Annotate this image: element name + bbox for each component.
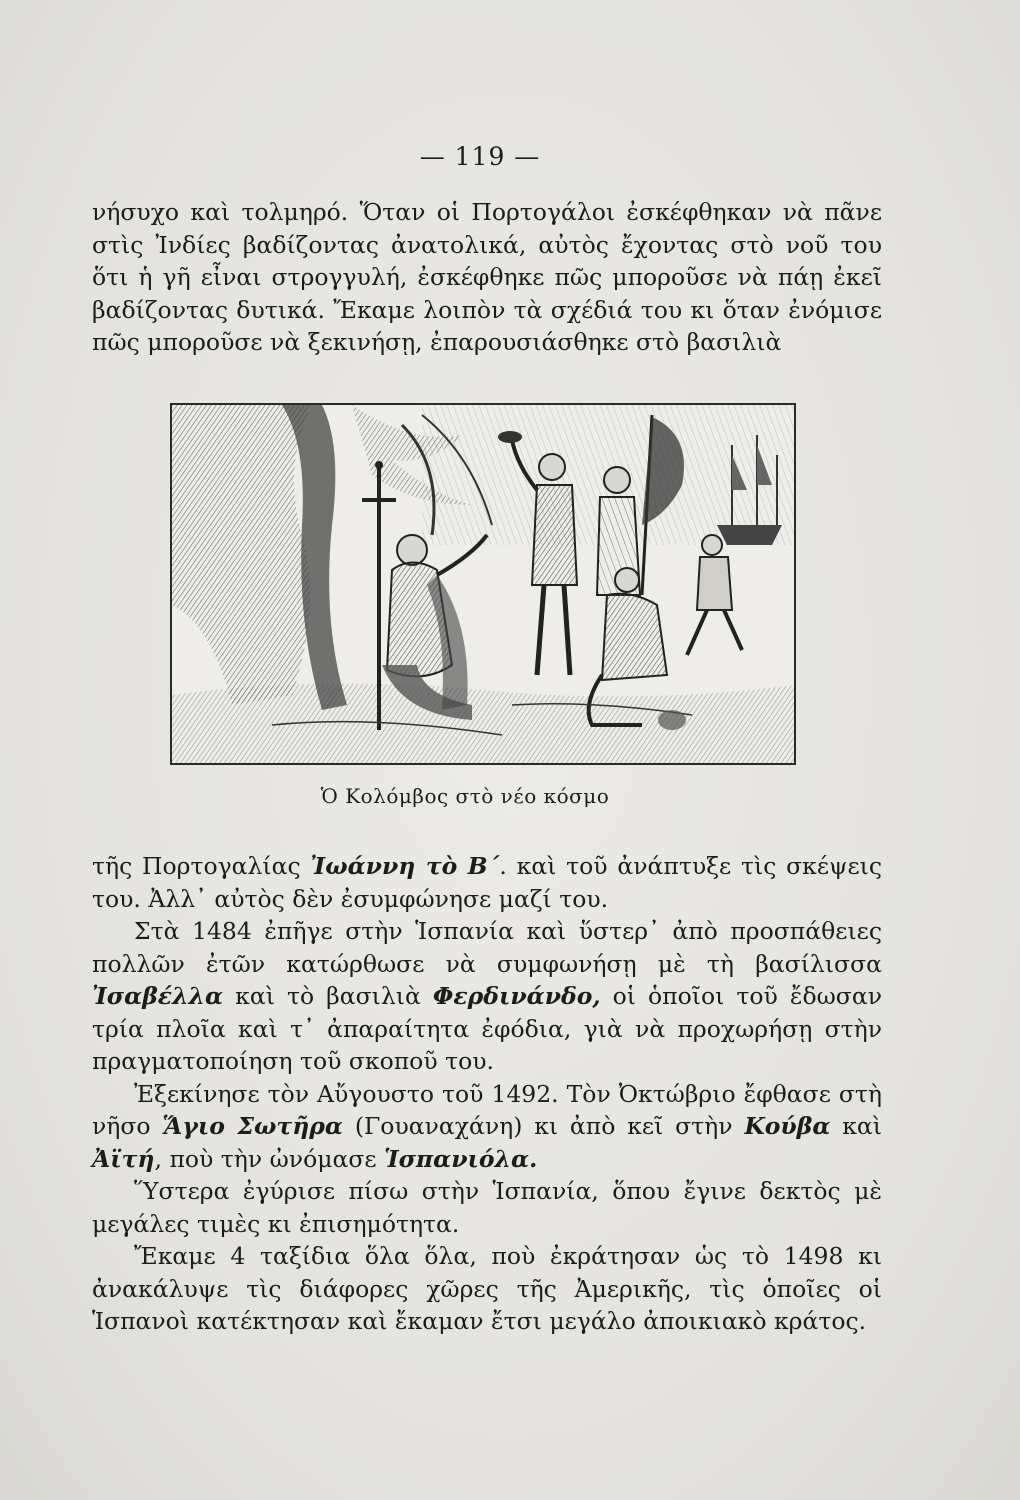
king-ferdinand-name: Φερδινάνδο, (432, 982, 601, 1010)
illustration-caption: Ὁ Κολόμβος στὸ νέο κόσμο (320, 784, 610, 808)
engraving-drawing (172, 405, 794, 763)
paragraph-3 (92, 915, 882, 1078)
text-block-top (92, 196, 882, 359)
paragraph-4-part-b: (Γουαναχάνη) κι ἀπὸ κεῖ στὴν (343, 1112, 745, 1140)
paragraph-3-part-a: Στὰ 1484 ἐπῆγε στὴν Ἱσπανία καὶ ὕστερ᾿ ἀπὸ προσπάθειες πολλῶν ἐτῶν κατώρθωσε νὰ συμφωνήσῃ μὲ τὴ βασίλισσα (92, 917, 882, 978)
page-number: — 119 — (419, 142, 541, 171)
paragraph-5: Ὕστερα ἐγύρισε πίσω στὴν Ἱσπανία, ὅπου ἔγινε δεκτὸς μὲ μεγάλες τιμὲς κι ἐπισημότητα. (92, 1177, 882, 1238)
san-salvador-name: Ἅγιο Σωτῆρα (162, 1112, 344, 1140)
paragraph-3-part-b: καὶ τὸ βασιλιὰ (223, 982, 433, 1010)
paragraph-4-part-c: καὶ (830, 1112, 883, 1140)
text-block-bottom (92, 850, 882, 1338)
columbus-engraving (170, 403, 796, 765)
paragraph-1: νήσυχο καὶ τολμηρό. Ὅταν οἱ Πορτογάλοι ἐσκέφθηκαν νὰ πᾶνε στὶς Ἰνδίες βαδίζοντας ἀνατολικά, αὐτὸς ἔχοντας στὸ νοῦ του ὅτι ἡ γῆ εἶναι στρογγυλή, ἐσκέφθηκε πῶς μποροῦσε νὰ πάῃ ἐκεῖ βαδίζοντας δυτικά. Ἔκαμε λοιπὸν τὰ σχέδιά του κι ὅταν ἐνόμισε πῶς μποροῦσε νὰ ξεκινήσῃ, ἐπαρουσιάσθηκε στὸ βασιλιὰ (92, 198, 882, 356)
haiti-name: Ἀϊτή (92, 1144, 155, 1173)
king-john-name: Ἰωάννη τὸ Β΄ (310, 852, 500, 880)
hispaniola-name: Ἱσπανιόλα. (384, 1144, 538, 1173)
queen-isabella-name: Ἰσαβέλλα (92, 982, 224, 1010)
paragraph-3-part-c: οἱ ὁποῖοι τοῦ ἔδωσαν τρία πλοῖα καὶ τ᾿ ἀπαραίτητα ἐφόδια, γιὰ νὰ προχωρήσῃ στὴν πραγματοποίηση τοῦ σκοποῦ του. (92, 982, 882, 1075)
paragraph-4 (92, 1078, 882, 1176)
paragraph-2 (92, 850, 882, 915)
paragraph-2-part-b: . καὶ τοῦ ἀνάπτυξε τὶς σκέψεις του. Ἀλλ᾿ αὐτὸς δὲν ἐσυμφώνησε μαζί του. (92, 852, 882, 913)
paragraph-6: Ἔκαμε 4 ταξίδια ὅλα ὅλα, ποὺ ἐκράτησαν ὡς τὸ 1498 κι ἀνακάλυψε τὶς διάφορες χῶρες τῆς Ἀμερικῆς, τὶς ὁποῖες οἱ Ἱσπανοὶ κατέκτησαν καὶ ἔκαμαν ἔτσι μεγάλο ἀποικιακὸ κράτος. (92, 1242, 882, 1335)
cuba-name: Κούβα (744, 1112, 831, 1140)
paragraph-4-part-a: Ἐξεκίνησε τὸν Αὔγουστο τοῦ 1492. Τὸν Ὀκτώβριο ἔφθασε στὴ νῆσο (92, 1079, 882, 1140)
paragraph-2-part-a: τῆς Πορτογαλίας (92, 852, 311, 880)
paragraph-4-part-d: , ποὺ τὴν ὠνόμασε (154, 1144, 385, 1173)
